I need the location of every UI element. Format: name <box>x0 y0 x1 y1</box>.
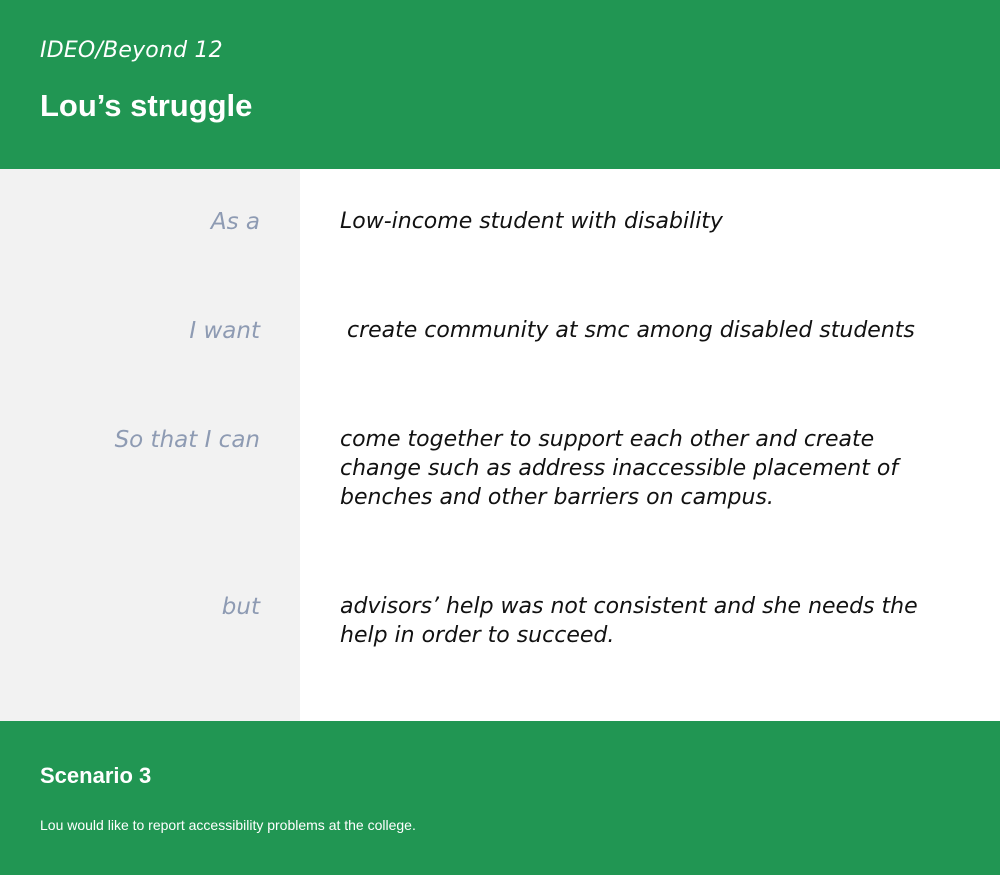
story-table <box>0 169 1000 721</box>
org-name: IDEO/Beyond 12 <box>40 38 223 63</box>
row-label-so-that: So that I can <box>114 427 260 453</box>
row-value-so-that: come together to support each other and create change such as address inaccessible placement of benches and other barriers on campus. <box>340 427 899 510</box>
page-title: Lou’s struggle <box>40 88 253 123</box>
header-banner <box>0 0 1000 169</box>
row-label-as-a: As a <box>210 209 260 235</box>
row-label-but: but <box>221 594 260 620</box>
row-label-i-want: I want <box>189 318 260 344</box>
row-value-as-a: Low-income student with disability <box>340 209 723 234</box>
row-value-but: advisors’ help was not consistent and she needs the help in order to succeed. <box>340 594 918 648</box>
scenario-description: Lou would like to report accessibility problems at the college. <box>40 817 416 833</box>
row-value-i-want: create community at smc among disabled students <box>340 318 915 343</box>
scenario-title: Scenario 3 <box>40 763 152 788</box>
footer-banner <box>0 721 1000 875</box>
